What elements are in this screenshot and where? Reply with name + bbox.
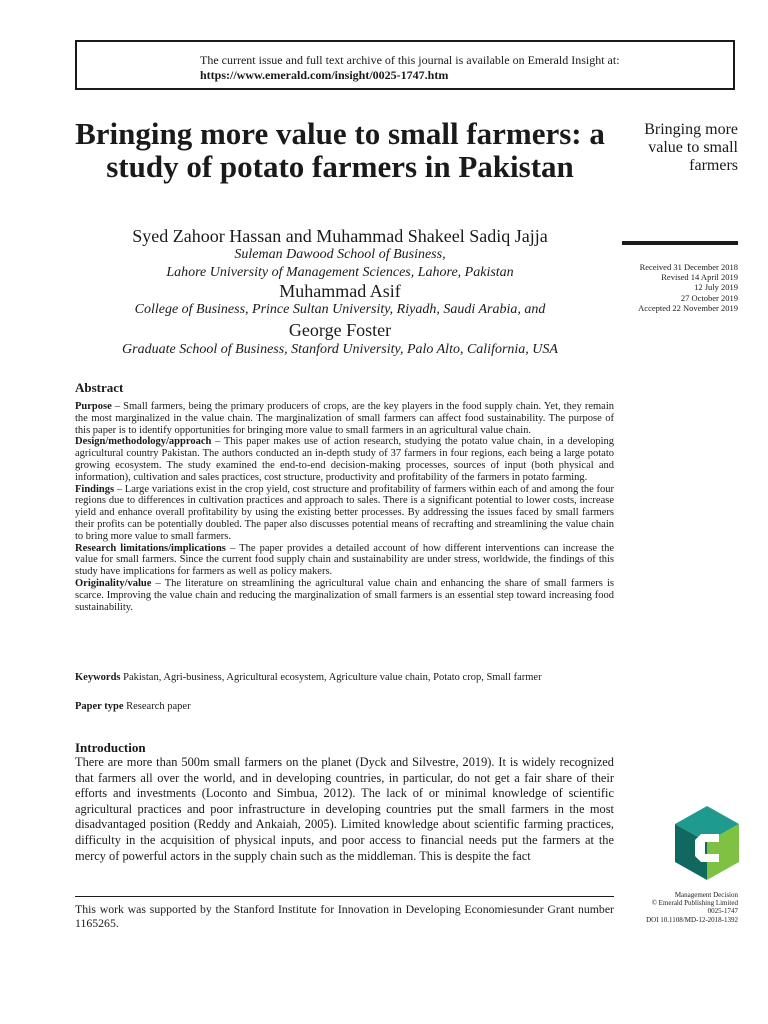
banner-line: The current issue and full text archive of this journal is available on Emerald Insight at: [200, 53, 620, 67]
paper-type-label: Paper type [75, 701, 124, 712]
footnote-rule [75, 896, 614, 897]
abstract-purpose [75, 401, 614, 436]
date-line: 12 July 2019 [694, 282, 738, 293]
section-text: – Large variations exist in the crop yield, cost structure and profitability of farmers within each of and among the four regions due to differences in cultivation practices and approach to sales. There is a significant potential to lower costs, increase yield and enhance overall profitability by using the existing better processes. By addressing the issues faced by small farmers their profits can be potentially doubled. The paper also discusses potential means of recrafting and streamlining the value chain to bring more value to small farmers. [75, 483, 614, 542]
section-text: – Small farmers, being the primary producers of crops, are the key players in the food supply chain. Yet, they remain the most marginalized in the value chain. The marginalization of small farmers can affect food sustainability. The purpose of this paper is to identify opportunities for bringing more value to small farmers in an agricultural value chain. [75, 401, 614, 436]
running-title-line: value to small [648, 139, 738, 156]
history-dates [600, 262, 738, 313]
funding-footnote: This work was supported by the Stanford Institute for Innovation in Developing Economiesunder Grant number 1165265. [75, 902, 614, 930]
sidebar-rule [622, 241, 738, 245]
abstract-heading: Abstract [75, 380, 124, 395]
section-text: – The paper provides a detailed account of how different interventions can increase the value for small farmers. Since the current food supply chain and sustainability are under stress, worldwide, the findings of this study have implications for farmers as well as policy makers. [75, 542, 614, 578]
abstract-body [75, 401, 614, 613]
section-label: Research limitations/implications [75, 542, 226, 554]
copyright-line: © Emerald Publishing Limited [651, 899, 738, 908]
author-names: Syed Zahoor Hassan and Muhammad Shakeel Sadiq Jajja [132, 226, 548, 246]
issn: 0025-1747 [707, 907, 738, 916]
date-line: Revised 14 April 2019 [661, 272, 738, 283]
paper-type [75, 700, 191, 714]
keywords-text: Pakistan, Agri-business, Agricultural ecosystem, Agriculture value chain, Potato crop, Small farmer [120, 672, 542, 683]
abstract-originality [75, 578, 614, 613]
banner-text [200, 53, 620, 83]
keywords [75, 671, 595, 685]
paper-type-text: Research paper [123, 701, 191, 712]
author-affiliation: College of Business, Prince Sultan University, Riyadh, Saudi Arabia, and [134, 302, 546, 317]
section-text: – The literature on streamlining the agricultural value chain and enhancing the share of small farmers is scarce. Improving the value chain and reducing the marginalization of small farmers is an essential step toward increasing food sustainability. [75, 577, 614, 613]
section-label: Findings [75, 483, 115, 495]
author-affiliation: Lahore University of Management Sciences, Lahore, Pakistan [166, 265, 514, 280]
section-label: Design/methodology/approach [75, 436, 212, 448]
abstract-limitations [75, 543, 614, 578]
journal-name: Management Decision [674, 891, 738, 899]
abstract-design [75, 436, 614, 483]
doi: DOI 10.1108/MD-12-2018-1392 [646, 915, 738, 924]
author-affiliation: Suleman Dawood School of Business, [234, 247, 446, 262]
author-name: Muhammad Asif [279, 281, 401, 301]
section-text: – This paper makes use of action research, studying the potato value chain, in a developing agricultural country Pakistan. The authors conducted an in-depth study of 37 farmers in four regions, each being a large potato growing ecosystem. The study examined the end-to-end decision-making processes, sources of input (both physical and information), cultivation and sales practices, cost structure, productivity and profitability of the farmers in potato farming. [75, 436, 614, 483]
running-title [610, 121, 738, 175]
section-label: Originality/value [75, 577, 152, 589]
abstract-findings [75, 484, 614, 543]
date-line: 27 October 2019 [680, 292, 738, 303]
author-affiliation: Graduate School of Business, Stanford University, Palo Alto, California, USA [122, 342, 558, 357]
running-title-line: Bringing more [644, 121, 738, 138]
date-line: Received 31 December 2018 [639, 262, 738, 272]
emerald-logo-icon [675, 806, 739, 880]
author-name: George Foster [288, 320, 392, 340]
date-line: Accepted 22 November 2019 [638, 302, 738, 313]
journal-info [600, 891, 738, 924]
keywords-label: Keywords [75, 672, 121, 683]
article-title: Bringing more value to small farmers: a study of potato farmers in Pakistan [75, 116, 605, 184]
introduction-body: There are more than 500m small farmers on the planet (Dyck and Silvestre, 2019). It is widely recognized that farmers all over the world, and in developing countries, in particular, do not get a fair share of their efforts and investments (Loconto and Simbua, 2012). The lack of or minimal knowledge of scientific agricultural practices and poor infrastructure in developing countries put the small farmers in the most disadvantaged position (Reddy and Ankaiah, 2005). Limited knowledge about scientific farming practices, difficulty in the acquisition of physical inputs, and poor access to financial needs put the farmers at the mercy of powerful actors in the supply chain such as the middleman. This is despite the fact [75, 755, 614, 863]
running-title-line: farmers [689, 157, 738, 174]
section-label: Purpose [75, 401, 112, 412]
introduction-heading: Introduction [75, 740, 146, 755]
banner-url-link[interactable]: https://www.emerald.com/insight/0025-1747.htm [200, 68, 449, 82]
